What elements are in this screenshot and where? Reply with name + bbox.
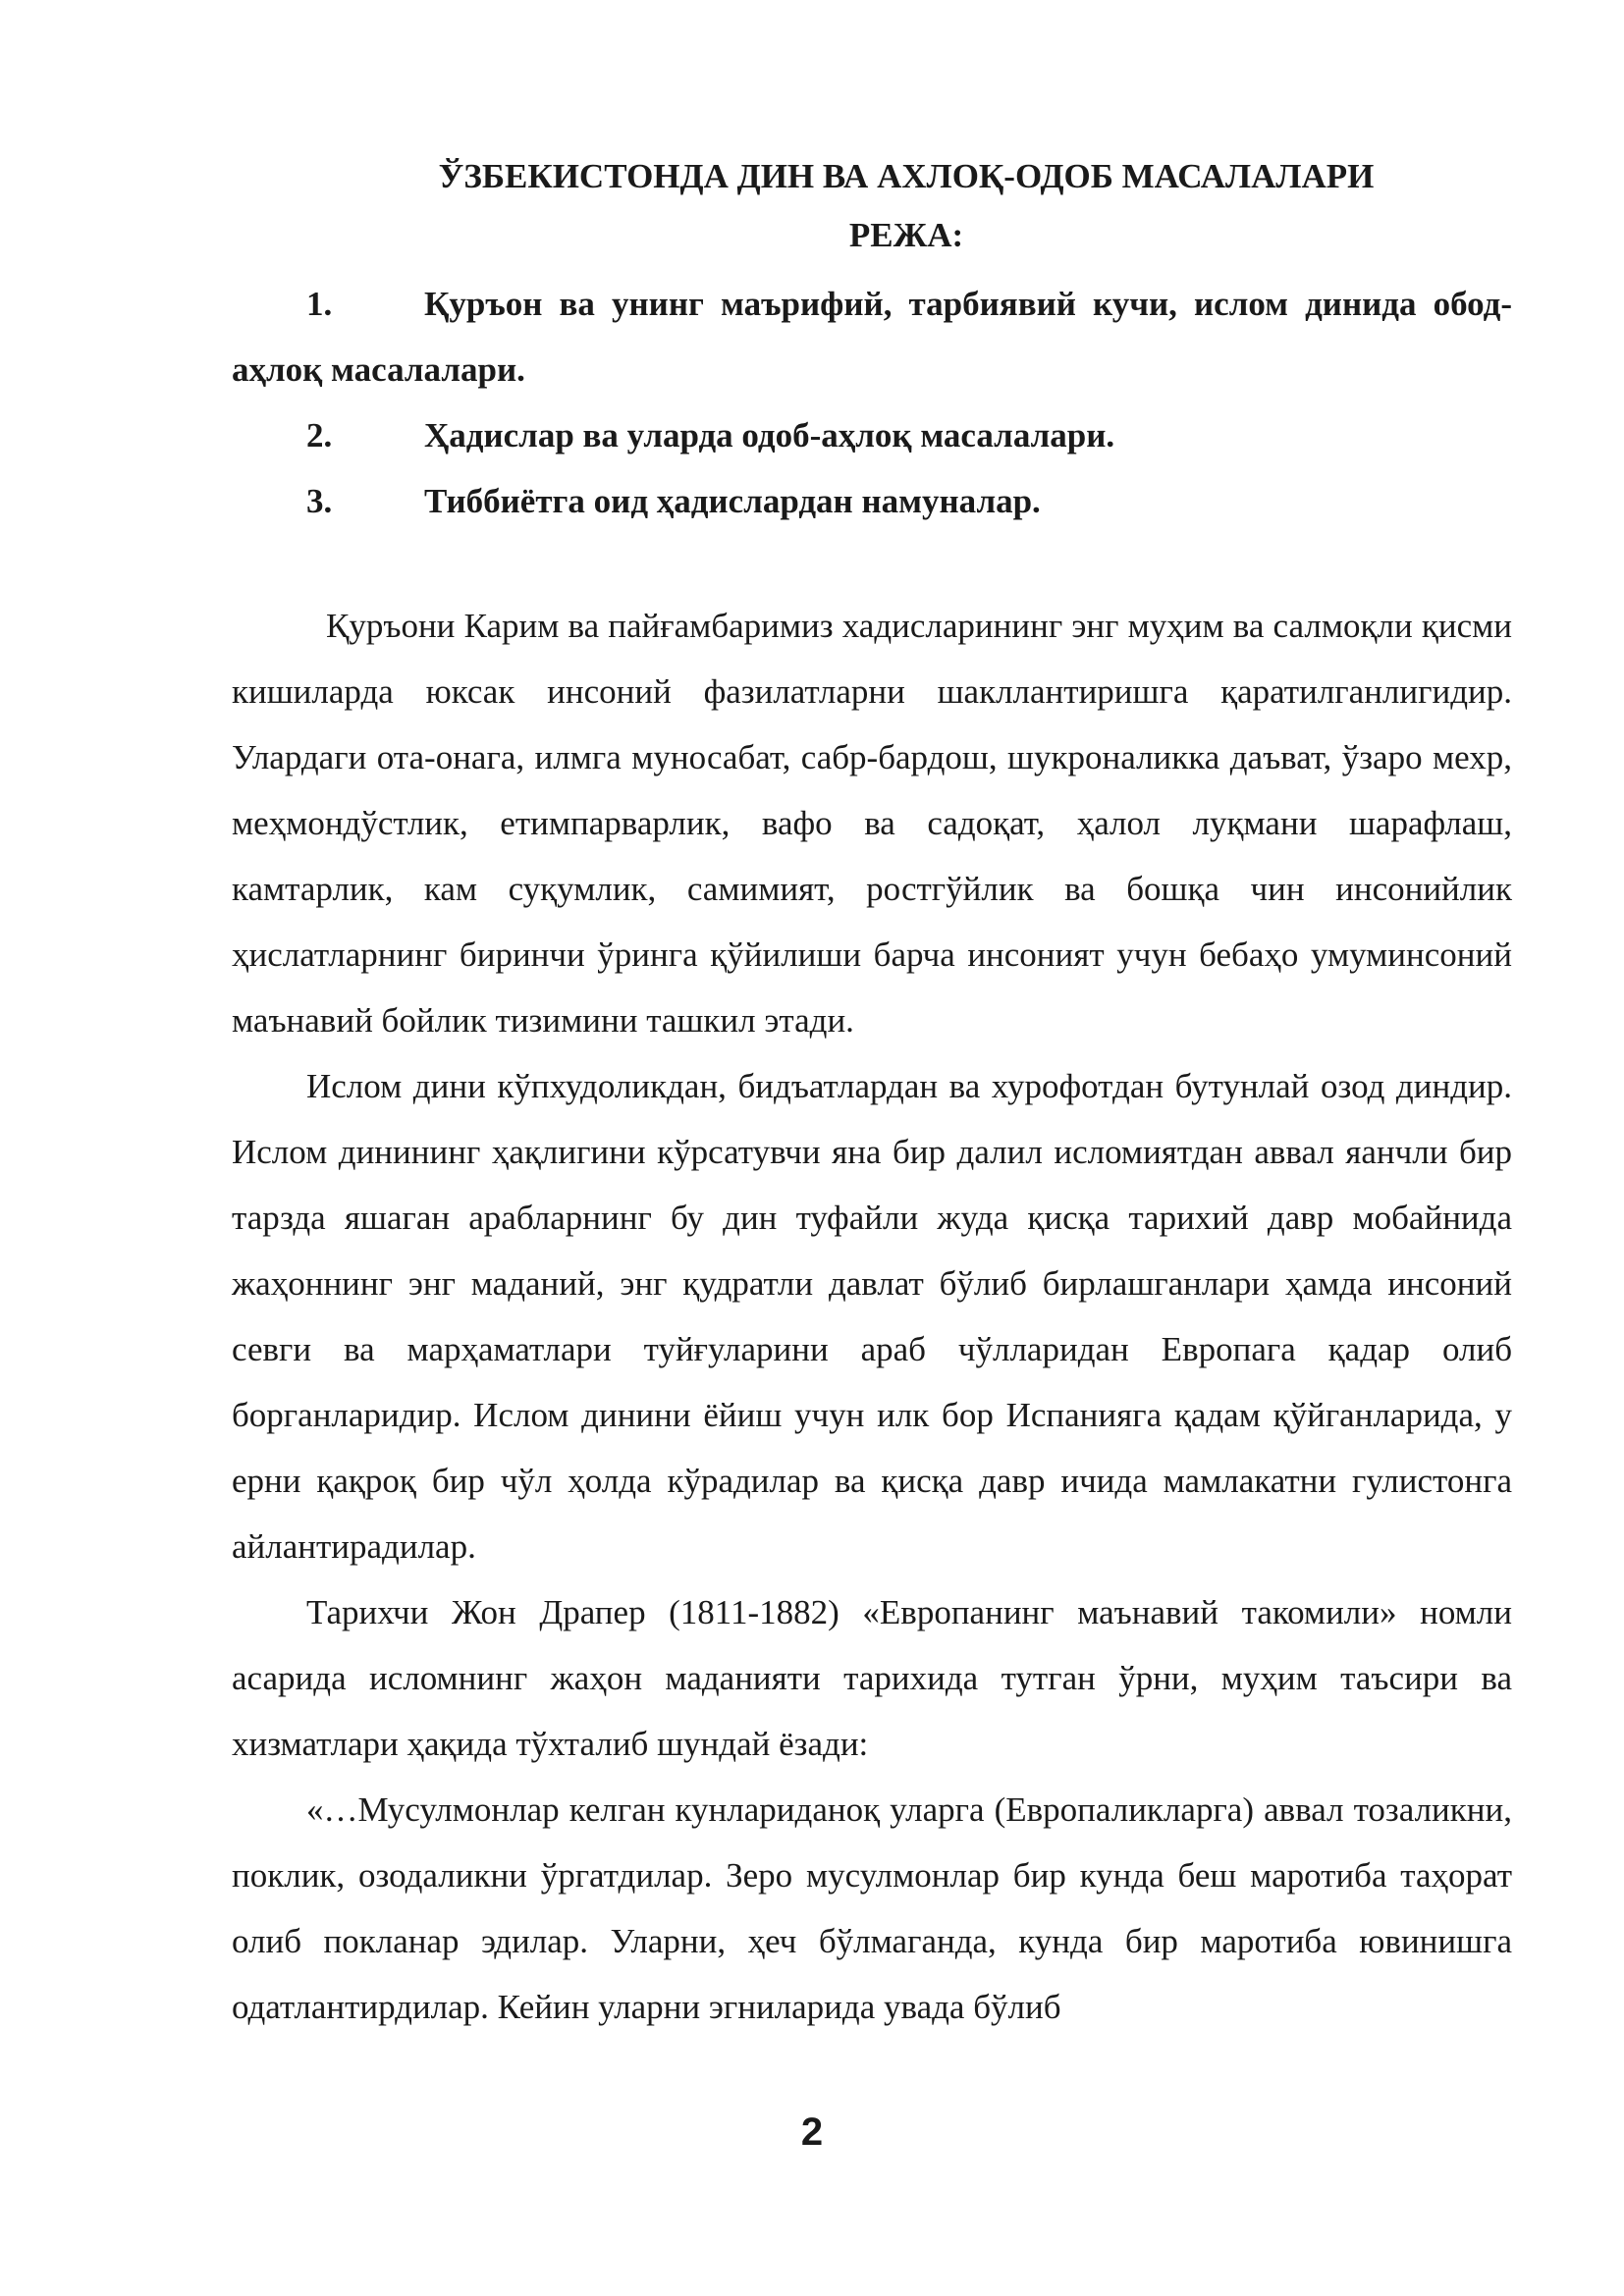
page-content [232,147,1512,2040]
paragraph-2: Ислом дини кўпхудоликдан, бидъатлардан ва хурофотдан бутунлай озод диндир. Ислом динининг ҳақлигини кўрсатувчи яна бир далил исломиятдан аввал яанчли бир тарзда яшаган арабларнинг бу дин туфайли жуда қисқа тарихий давр мобайнида жаҳоннинг энг маданий, энг қудратли давлат бўлиб бирлашганлари ҳамда инсоний севги ва марҳаматлари туйғуларини араб чўлларидан Европага қадар олиб борганларидир. Ислом динини ёйиш учун илк бор Испанияга қадам қўйганларида, у ерни қақроқ бир чўл ҳолда кўрадилар ва қисқа давр ичида мамлакатни гулистонга айлантирадилар. [232,1067,1512,1566]
plan-item-1 [232,271,1512,402]
body-text [232,593,1512,2040]
paragraph-3: Тарихчи Жон Драпер (1811-1882) «Европанинг маънавий такомили» номли асарида исломнинг жаҳон маданияти тарихида тутган ўрни, муҳим таъсири ва хизматлари ҳақида тўхталиб шундай ёзади: [232,1593,1512,1763]
plan-item-number: 3. [306,482,333,520]
plan-item-number: 1. [306,285,333,323]
paragraph-1: Қуръони Карим ва пайғамбаримиз хадисларининг энг муҳим ва салмоқли қисми кишиларда юксак инсоний фазилатларни шакллантиришга қаратилганлигидир. Улардаги ота-онага, илмга муносабат, сабр-бардош, шукроналикка даъват, ўзаро мехр, меҳмондўстлик, етимпарварлик, вафо ва садоқат, ҳалол луқмани шарафлаш, камтарлик, кам суқумлик, самимият, ростгўйлик ва бошқа чин инсонийлик ҳислатларнинг биринчи ўринга қўйилиши барча инсоният учун бебаҳо умуминсоний маънавий бойлик тизимини ташкил этади. [232,607,1512,1040]
plan-item-text: Ҳадислар ва уларда одоб-аҳлоқ масалалари. [424,416,1115,454]
plan-item-text: Тиббиётга оид ҳадислардан намуналар. [424,482,1041,520]
plan-item-text: Қуръон ва унинг маърифий, тарбиявий кучи, ислом динида обод-аҳлоқ масалалари. [232,285,1512,389]
plan-item-3 [232,468,1512,534]
page-number: 2 [800,2110,824,2154]
plan-item-2 [232,402,1512,468]
page-title: ЎЗБЕКИСТОНДА ДИН ВА АХЛОҚ-ОДОБ МАСАЛАЛАРИ [438,157,1375,195]
plan-heading: РЕЖА: [848,216,964,254]
paragraph-4: «…Мусулмонлар келган кунлариданоқ уларга (Европаликларга) аввал тозаликни, поклик, озодаликни ўргатдилар. Зеро мусулмонлар бир кунда беш маротиба таҳорат олиб покланар эдилар. Уларни, ҳеч бўлмаганда, кунда бир маротиба ювинишга одатлантирдилар. Кейин уларни эгниларида увада бўлиб [232,1790,1512,2026]
plan-item-number: 2. [306,416,333,454]
plan-list [232,271,1512,534]
